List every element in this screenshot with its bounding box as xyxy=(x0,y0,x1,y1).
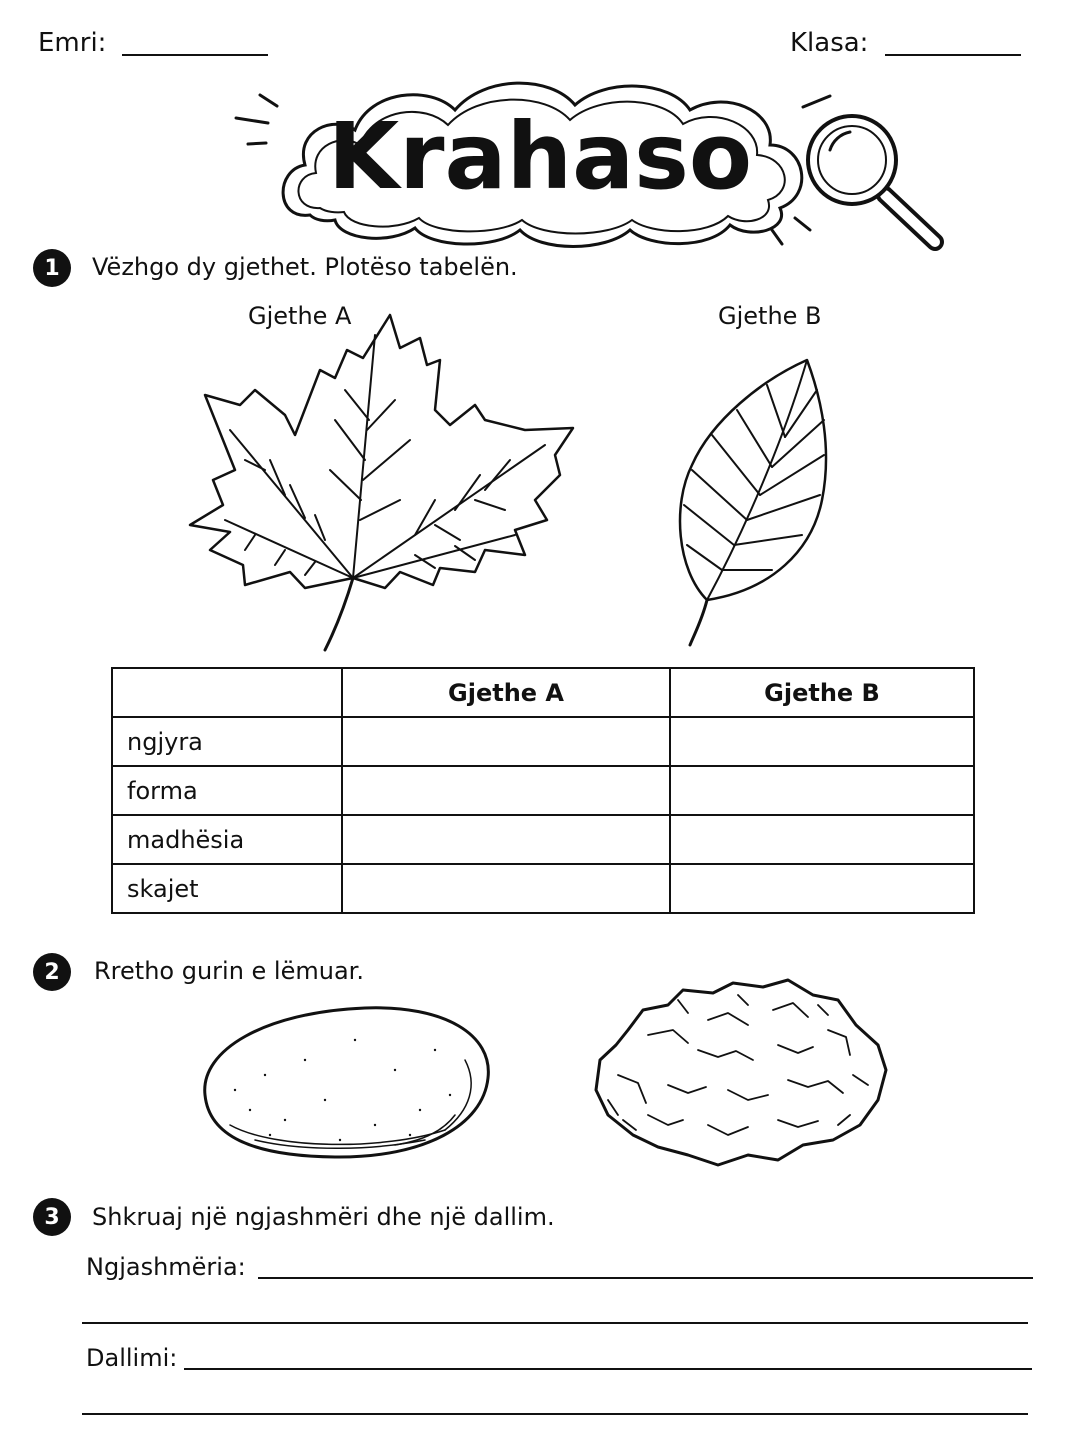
question-1-instruction: Vëzhgo dy gjethet. Plotëso tabelën. xyxy=(92,253,518,281)
answer-cell-b[interactable] xyxy=(670,717,974,766)
comparison-table xyxy=(111,667,975,914)
table-row xyxy=(112,717,974,766)
answer-cell-a[interactable] xyxy=(342,717,670,766)
row-label: madhësia xyxy=(112,815,342,864)
leaf-a-label: Gjethe A xyxy=(248,302,352,330)
table-header-row xyxy=(112,668,974,717)
difference-answer-line-1[interactable] xyxy=(184,1368,1032,1370)
row-label: forma xyxy=(112,766,342,815)
similarity-answer-line-2[interactable] xyxy=(82,1322,1028,1324)
table-row xyxy=(112,864,974,913)
answer-cell-a[interactable] xyxy=(342,864,670,913)
maple-leaf-illustration xyxy=(185,310,585,655)
table-row xyxy=(112,766,974,815)
question-1-number: 1 xyxy=(33,249,71,287)
answer-cell-b[interactable] xyxy=(670,815,974,864)
oval-leaf-illustration xyxy=(672,355,842,650)
difference-answer-line-2[interactable] xyxy=(82,1413,1028,1415)
answer-cell-b[interactable] xyxy=(670,864,974,913)
name-label: Emri: xyxy=(38,28,107,58)
question-3-number: 3 xyxy=(33,1198,71,1236)
answer-cell-b[interactable] xyxy=(670,766,974,815)
table-header-leaf-a: Gjethe A xyxy=(342,668,670,717)
title-graphic xyxy=(220,70,960,260)
table-row xyxy=(112,815,974,864)
table-header-empty xyxy=(112,668,342,717)
similarity-label: Ngjashmëria: xyxy=(86,1253,246,1281)
magnifying-glass-icon xyxy=(808,116,935,242)
difference-label: Dallimi: xyxy=(86,1344,178,1372)
answer-cell-a[interactable] xyxy=(342,766,670,815)
row-label: skajet xyxy=(112,864,342,913)
leaf-b-label: Gjethe B xyxy=(718,302,822,330)
question-3-instruction: Shkruaj një ngjashmëri dhe një dallim. xyxy=(92,1203,555,1231)
answer-cell-a[interactable] xyxy=(342,815,670,864)
name-field[interactable] xyxy=(122,54,268,56)
smooth-stone-illustration[interactable] xyxy=(195,1000,495,1165)
class-field[interactable] xyxy=(885,54,1021,56)
similarity-answer-line-1[interactable] xyxy=(258,1277,1033,1279)
row-label: ngjyra xyxy=(112,717,342,766)
question-2-instruction: Rretho gurin e lëmuar. xyxy=(94,957,364,985)
worksheet-title: Krahaso xyxy=(327,103,753,210)
table-header-leaf-b: Gjethe B xyxy=(670,668,974,717)
rough-stone-illustration[interactable] xyxy=(588,975,890,1170)
class-label: Klasa: xyxy=(790,28,869,58)
question-2-number: 2 xyxy=(33,953,71,991)
